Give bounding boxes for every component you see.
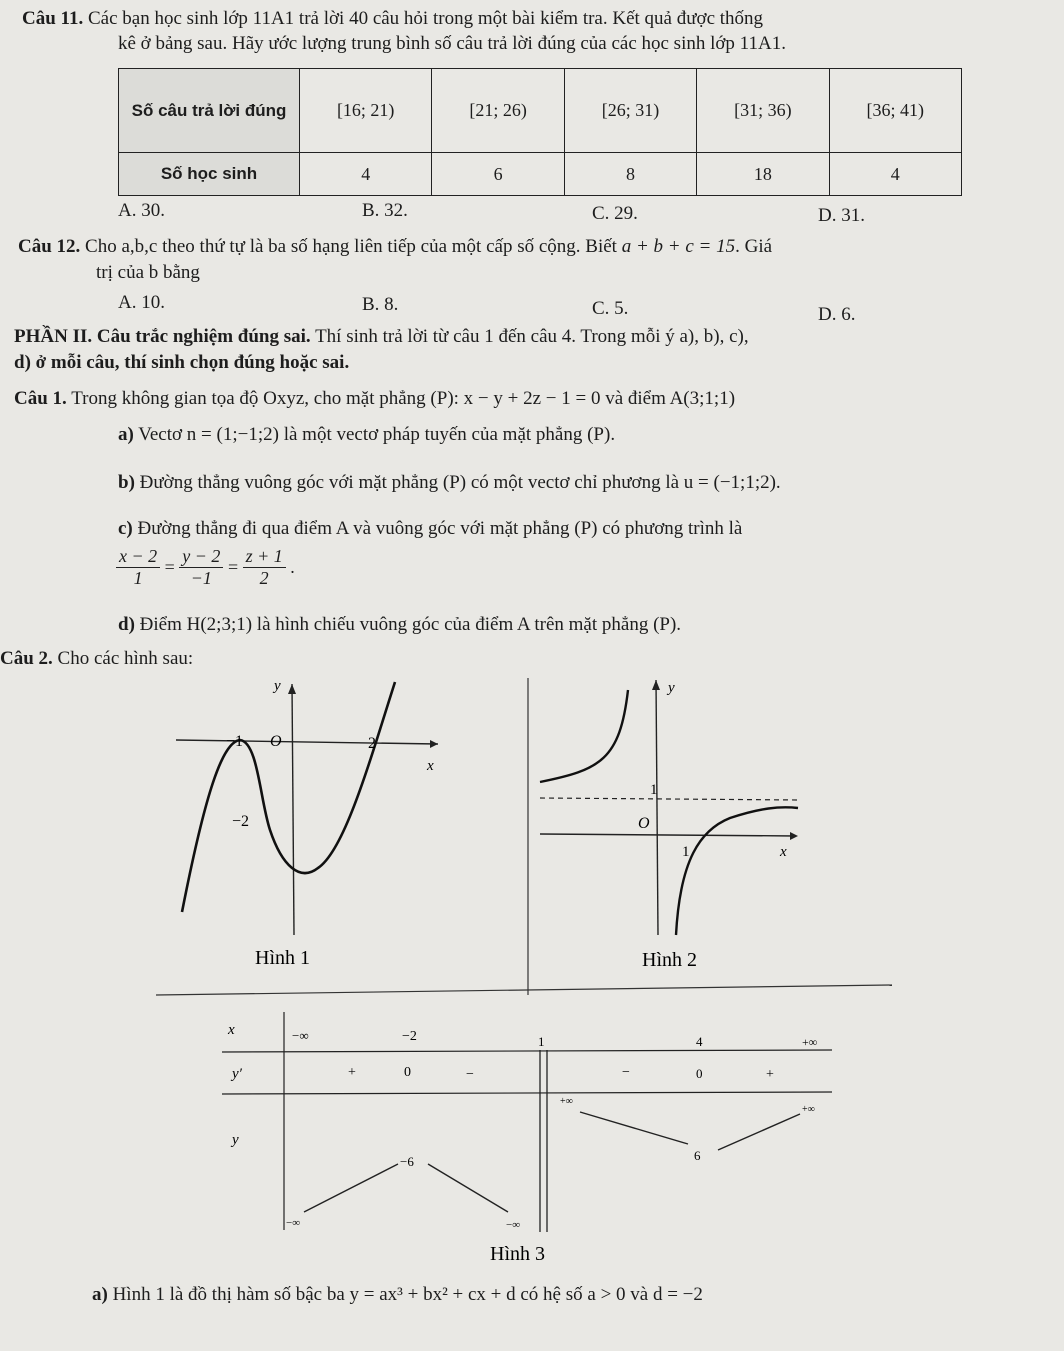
divider-line bbox=[156, 985, 892, 995]
table-cell: 6 bbox=[432, 153, 564, 196]
q12-line1 bbox=[18, 236, 772, 258]
fig3-x-label: x bbox=[228, 1022, 235, 1038]
fig3-sign: − bbox=[466, 1067, 474, 1082]
fig3-sign: + bbox=[348, 1065, 356, 1080]
table-line bbox=[222, 1050, 832, 1052]
denominator: 1 bbox=[133, 568, 143, 588]
q11-option-c[interactable]: C. 29. bbox=[592, 203, 638, 224]
q11-text1: Các bạn học sinh lớp 11A1 trả lời 40 câu hỏi trong một bài kiểm tra. Kết quả được thống bbox=[88, 8, 764, 29]
fig3-x-value: 4 bbox=[696, 1034, 703, 1049]
q12-option-c[interactable]: C. 5. bbox=[592, 298, 629, 319]
table-header-correct-answers: Số câu trả lời đúng bbox=[119, 69, 300, 153]
table-cell: [21; 26) bbox=[432, 69, 564, 153]
table-cell: [36; 41) bbox=[829, 69, 961, 153]
part2-text1: Thí sinh trả lời từ câu 1 đến câu 4. Trong mỗi ý a), b), c), bbox=[310, 326, 749, 347]
fig2-tick-x1: 1 bbox=[682, 844, 690, 860]
q12-option-b[interactable]: B. 8. bbox=[362, 294, 399, 315]
table-cell: 4 bbox=[300, 153, 432, 196]
q11-title: Câu 11. bbox=[22, 8, 84, 29]
q12-title: Câu 12. bbox=[18, 236, 81, 257]
item-label: a) bbox=[92, 1284, 108, 1305]
p2q1-title: Câu 1. bbox=[14, 388, 67, 409]
fig3-y-value: 6 bbox=[694, 1148, 701, 1163]
fig1-x-axis bbox=[176, 740, 438, 744]
fraction bbox=[179, 546, 223, 589]
q12-option-d[interactable]: D. 6. bbox=[818, 304, 856, 325]
p2q1-c-equation: $\frac{x - 2}{1}$ = $\frac{y - 2}{-1}$ = $\frac{z + 1}{2}$ . bbox=[116, 546, 295, 589]
item-text: Điểm H(2;3;1) là hình chiếu vuông góc của điểm A trên mặt phẳng (P). bbox=[139, 614, 682, 635]
fig3-sign: + bbox=[766, 1067, 774, 1082]
fig3-sign: 0 bbox=[696, 1066, 703, 1081]
fig1-caption: Hình 1 bbox=[255, 947, 310, 969]
table-cell: 18 bbox=[697, 153, 829, 196]
fig2-x-axis bbox=[540, 834, 796, 836]
fig3-x-value: −∞ bbox=[292, 1028, 309, 1043]
numerator: z + 1 bbox=[243, 546, 286, 568]
fig3-x-value: −2 bbox=[402, 1029, 417, 1044]
q12-text2: trị của b bằng bbox=[96, 262, 200, 283]
fig3-x-value: +∞ bbox=[802, 1035, 818, 1049]
q11-option-a[interactable]: A. 30. bbox=[118, 200, 165, 221]
fig2-origin: O bbox=[638, 815, 650, 832]
table-cell: [31; 36) bbox=[697, 69, 829, 153]
fig3-sign: 0 bbox=[404, 1065, 411, 1080]
fig1-y-arrow bbox=[288, 684, 296, 694]
fig1-x-label: x bbox=[427, 758, 434, 774]
item-text: Đường thẳng vuông góc với mặt phẳng (P) có một vectơ chỉ phương là u = (−1;1;2). bbox=[139, 472, 781, 493]
fig2-tick-y1: 1 bbox=[650, 782, 658, 798]
fig1-y-label: y bbox=[274, 678, 281, 694]
table-cell: [16; 21) bbox=[300, 69, 432, 153]
p2q2-item-a[interactable] bbox=[92, 1284, 703, 1306]
p2q1-line bbox=[14, 388, 735, 410]
figures-1-2 bbox=[0, 670, 1064, 1000]
item-label: d) bbox=[118, 614, 135, 635]
fig1-tick-m2: −2 bbox=[232, 813, 250, 830]
p2q1-text: Trong không gian tọa độ Oxyz, cho mặt phẳng (P): x − y + 2z − 1 = 0 và điểm A(3;1;1) bbox=[71, 388, 736, 409]
fig3-y-value: −∞ bbox=[286, 1217, 301, 1229]
numerator: y − 2 bbox=[179, 546, 223, 568]
fig1-origin: O bbox=[270, 733, 282, 750]
p2q2-text: Cho các hình sau: bbox=[57, 648, 194, 669]
fig3-y-value: +∞ bbox=[802, 1104, 815, 1115]
fig3-yprime-label: y′ bbox=[232, 1066, 242, 1082]
fig3-x-value: 1 bbox=[538, 1034, 545, 1049]
q12-formula: a + b + c = 15 bbox=[621, 236, 736, 257]
fig2-caption: Hình 2 bbox=[642, 949, 697, 971]
arrow-down bbox=[428, 1164, 508, 1212]
fig2-y-label: y bbox=[668, 680, 675, 696]
q11-line1 bbox=[22, 8, 763, 30]
fig2-curve-left bbox=[540, 690, 628, 782]
fig3-y-value: −6 bbox=[400, 1154, 414, 1169]
fig2-asymptote-y1 bbox=[540, 798, 800, 800]
part2-line1 bbox=[14, 326, 749, 348]
fig3-sign: − bbox=[622, 1065, 630, 1080]
p2q1-item-a[interactable] bbox=[118, 424, 615, 446]
arrow-up bbox=[718, 1114, 800, 1150]
table-header-students: Số học sinh bbox=[119, 153, 300, 196]
item-label: b) bbox=[118, 472, 135, 493]
p2q1-item-c[interactable] bbox=[118, 518, 742, 540]
q11-option-b[interactable]: B. 32. bbox=[362, 200, 408, 221]
fig3-y-value: +∞ bbox=[560, 1096, 573, 1107]
numerator: x − 2 bbox=[116, 546, 160, 568]
item-text: Đường thẳng đi qua điểm A và vuông góc với mặt phẳng (P) có phương trình là bbox=[137, 518, 743, 539]
arrow-up bbox=[304, 1164, 398, 1212]
fig2-x-label: x bbox=[780, 844, 787, 860]
q11-option-d[interactable]: D. 31. bbox=[818, 205, 865, 226]
item-label: a) bbox=[118, 424, 134, 445]
fig1-tick-m1: −1 bbox=[226, 733, 244, 750]
item-label: c) bbox=[118, 518, 133, 539]
fig1-tick-2: 2 bbox=[368, 735, 376, 752]
table-cell: 8 bbox=[564, 153, 696, 196]
fig3-caption: Hình 3 bbox=[490, 1243, 545, 1265]
fig1-y-axis bbox=[292, 684, 294, 935]
table-cell: [26; 31) bbox=[564, 69, 696, 153]
denominator: 2 bbox=[259, 568, 269, 588]
item-text: Vectơ n = (1;−1;2) là một vectơ pháp tuyến của mặt phẳng (P). bbox=[138, 424, 616, 445]
fig2-y-axis bbox=[656, 680, 658, 935]
q11-text2: kê ở bảng sau. Hãy ước lượng trung bình số câu trả lời đúng của các học sinh lớp 11A1. bbox=[118, 33, 786, 54]
fig2-curve-right bbox=[676, 807, 798, 935]
q11-frequency-table bbox=[118, 68, 962, 196]
fig3-variation-table bbox=[0, 1000, 1064, 1270]
p2q2-title: Câu 2. bbox=[0, 648, 53, 669]
fig1-cubic-curve bbox=[182, 682, 395, 912]
p2q2-line bbox=[0, 648, 193, 670]
fig3-y-label: y bbox=[232, 1132, 239, 1148]
part2-text2: d) ở mỗi câu, thí sinh chọn đúng hoặc sai. bbox=[14, 352, 350, 373]
fig2-y-arrow bbox=[652, 680, 660, 690]
table-line bbox=[222, 1092, 832, 1094]
arrow-down bbox=[580, 1112, 688, 1144]
fig2-x-arrow bbox=[790, 832, 798, 840]
p2q1-item-b[interactable] bbox=[118, 472, 781, 494]
denominator: −1 bbox=[190, 568, 212, 588]
fraction bbox=[243, 546, 286, 589]
q12-text1-end: . Giá bbox=[735, 236, 773, 257]
p2q1-item-d[interactable] bbox=[118, 614, 681, 636]
item-text: Hình 1 là đồ thị hàm số bậc ba y = ax³ + bx² + cx + d có hệ số a > 0 và d = −2 bbox=[112, 1284, 703, 1305]
fig1-x-arrow bbox=[430, 740, 438, 748]
fraction bbox=[116, 546, 160, 589]
q12-text1: Cho a,b,c theo thứ tự là ba số hạng liên tiếp của một cấp số cộng. Biết bbox=[85, 236, 617, 257]
table-cell: 4 bbox=[829, 153, 961, 196]
q12-option-a[interactable]: A. 10. bbox=[118, 292, 165, 313]
part2-title: PHẦN II. Câu trắc nghiệm đúng sai. bbox=[14, 326, 311, 347]
fig3-y-value: −∞ bbox=[506, 1219, 521, 1231]
